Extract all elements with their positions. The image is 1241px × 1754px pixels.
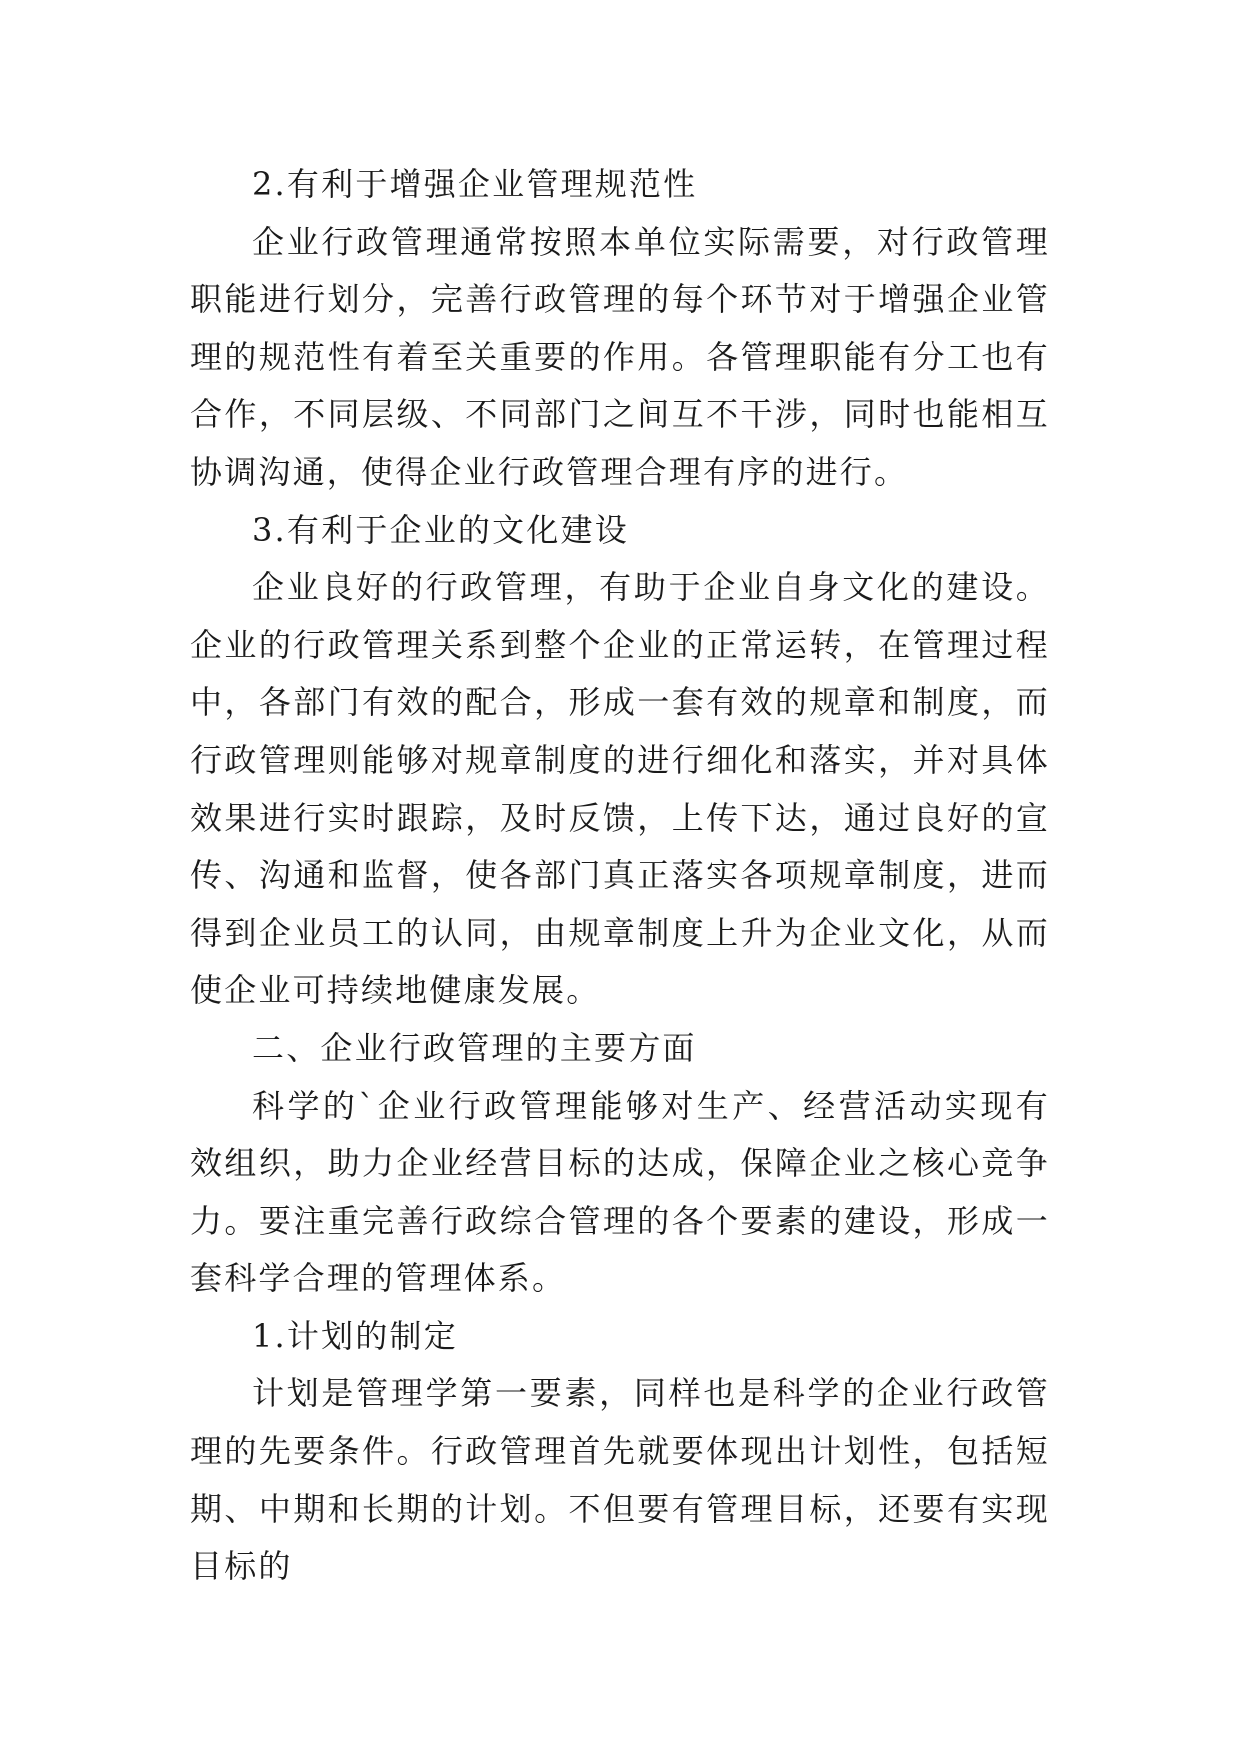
section-heading: 2.有利于增强企业管理规范性 xyxy=(252,165,698,203)
section-heading: 1.计划的制定 xyxy=(252,1316,458,1355)
section-heading: 3.有利于企业的文化建设 xyxy=(252,510,629,549)
body-paragraph: 科学的`企业行政管理能够对生产、经营活动实现有效组织，助力企业经营目标的达成，保障企业之核心竞争力。要注重完善行政综合管理的各个要素的建设，形成一套科学合理的管理体系。 xyxy=(190,1086,1050,1298)
document-page xyxy=(190,156,1050,1596)
body-paragraph: 企业行政管理通常按照本单位实际需要，对行政管理职能进行划分，完善行政管理的每个环节对于增强企业管理的规范性有着至关重要的作用。各管理职能有分工也有合作，不同层级、不同部门之间互不干涉，同时也能相互协调沟通，使得企业行政管理合理有序的进行。 xyxy=(190,222,1050,491)
body-paragraph: 企业良好的行政管理，有助于企业自身文化的建设。企业的行政管理关系到整个企业的正常运转，在管理过程中，各部门有效的配合，形成一套有效的规章和制度，而行政管理则能够对规章制度的进行细化和落实，并对具体效果进行实时跟踪，及时反馈，上传下达，通过良好的宣传、沟通和监督，使各部门真正落实各项规章制度，进而得到企业员工的认同，由规章制度上升为企业文化，从而使企业可持续地健康发展。 xyxy=(190,568,1050,1010)
section-heading: 二、企业行政管理的主要方面 xyxy=(252,1028,697,1067)
body-paragraph: 计划是管理学第一要素，同样也是科学的企业行政管理的先要条件。行政管理首先就要体现出计划性，包括短期、中期和长期的计划。不但要有管理目标，还要有实现目标的 xyxy=(190,1374,1050,1586)
